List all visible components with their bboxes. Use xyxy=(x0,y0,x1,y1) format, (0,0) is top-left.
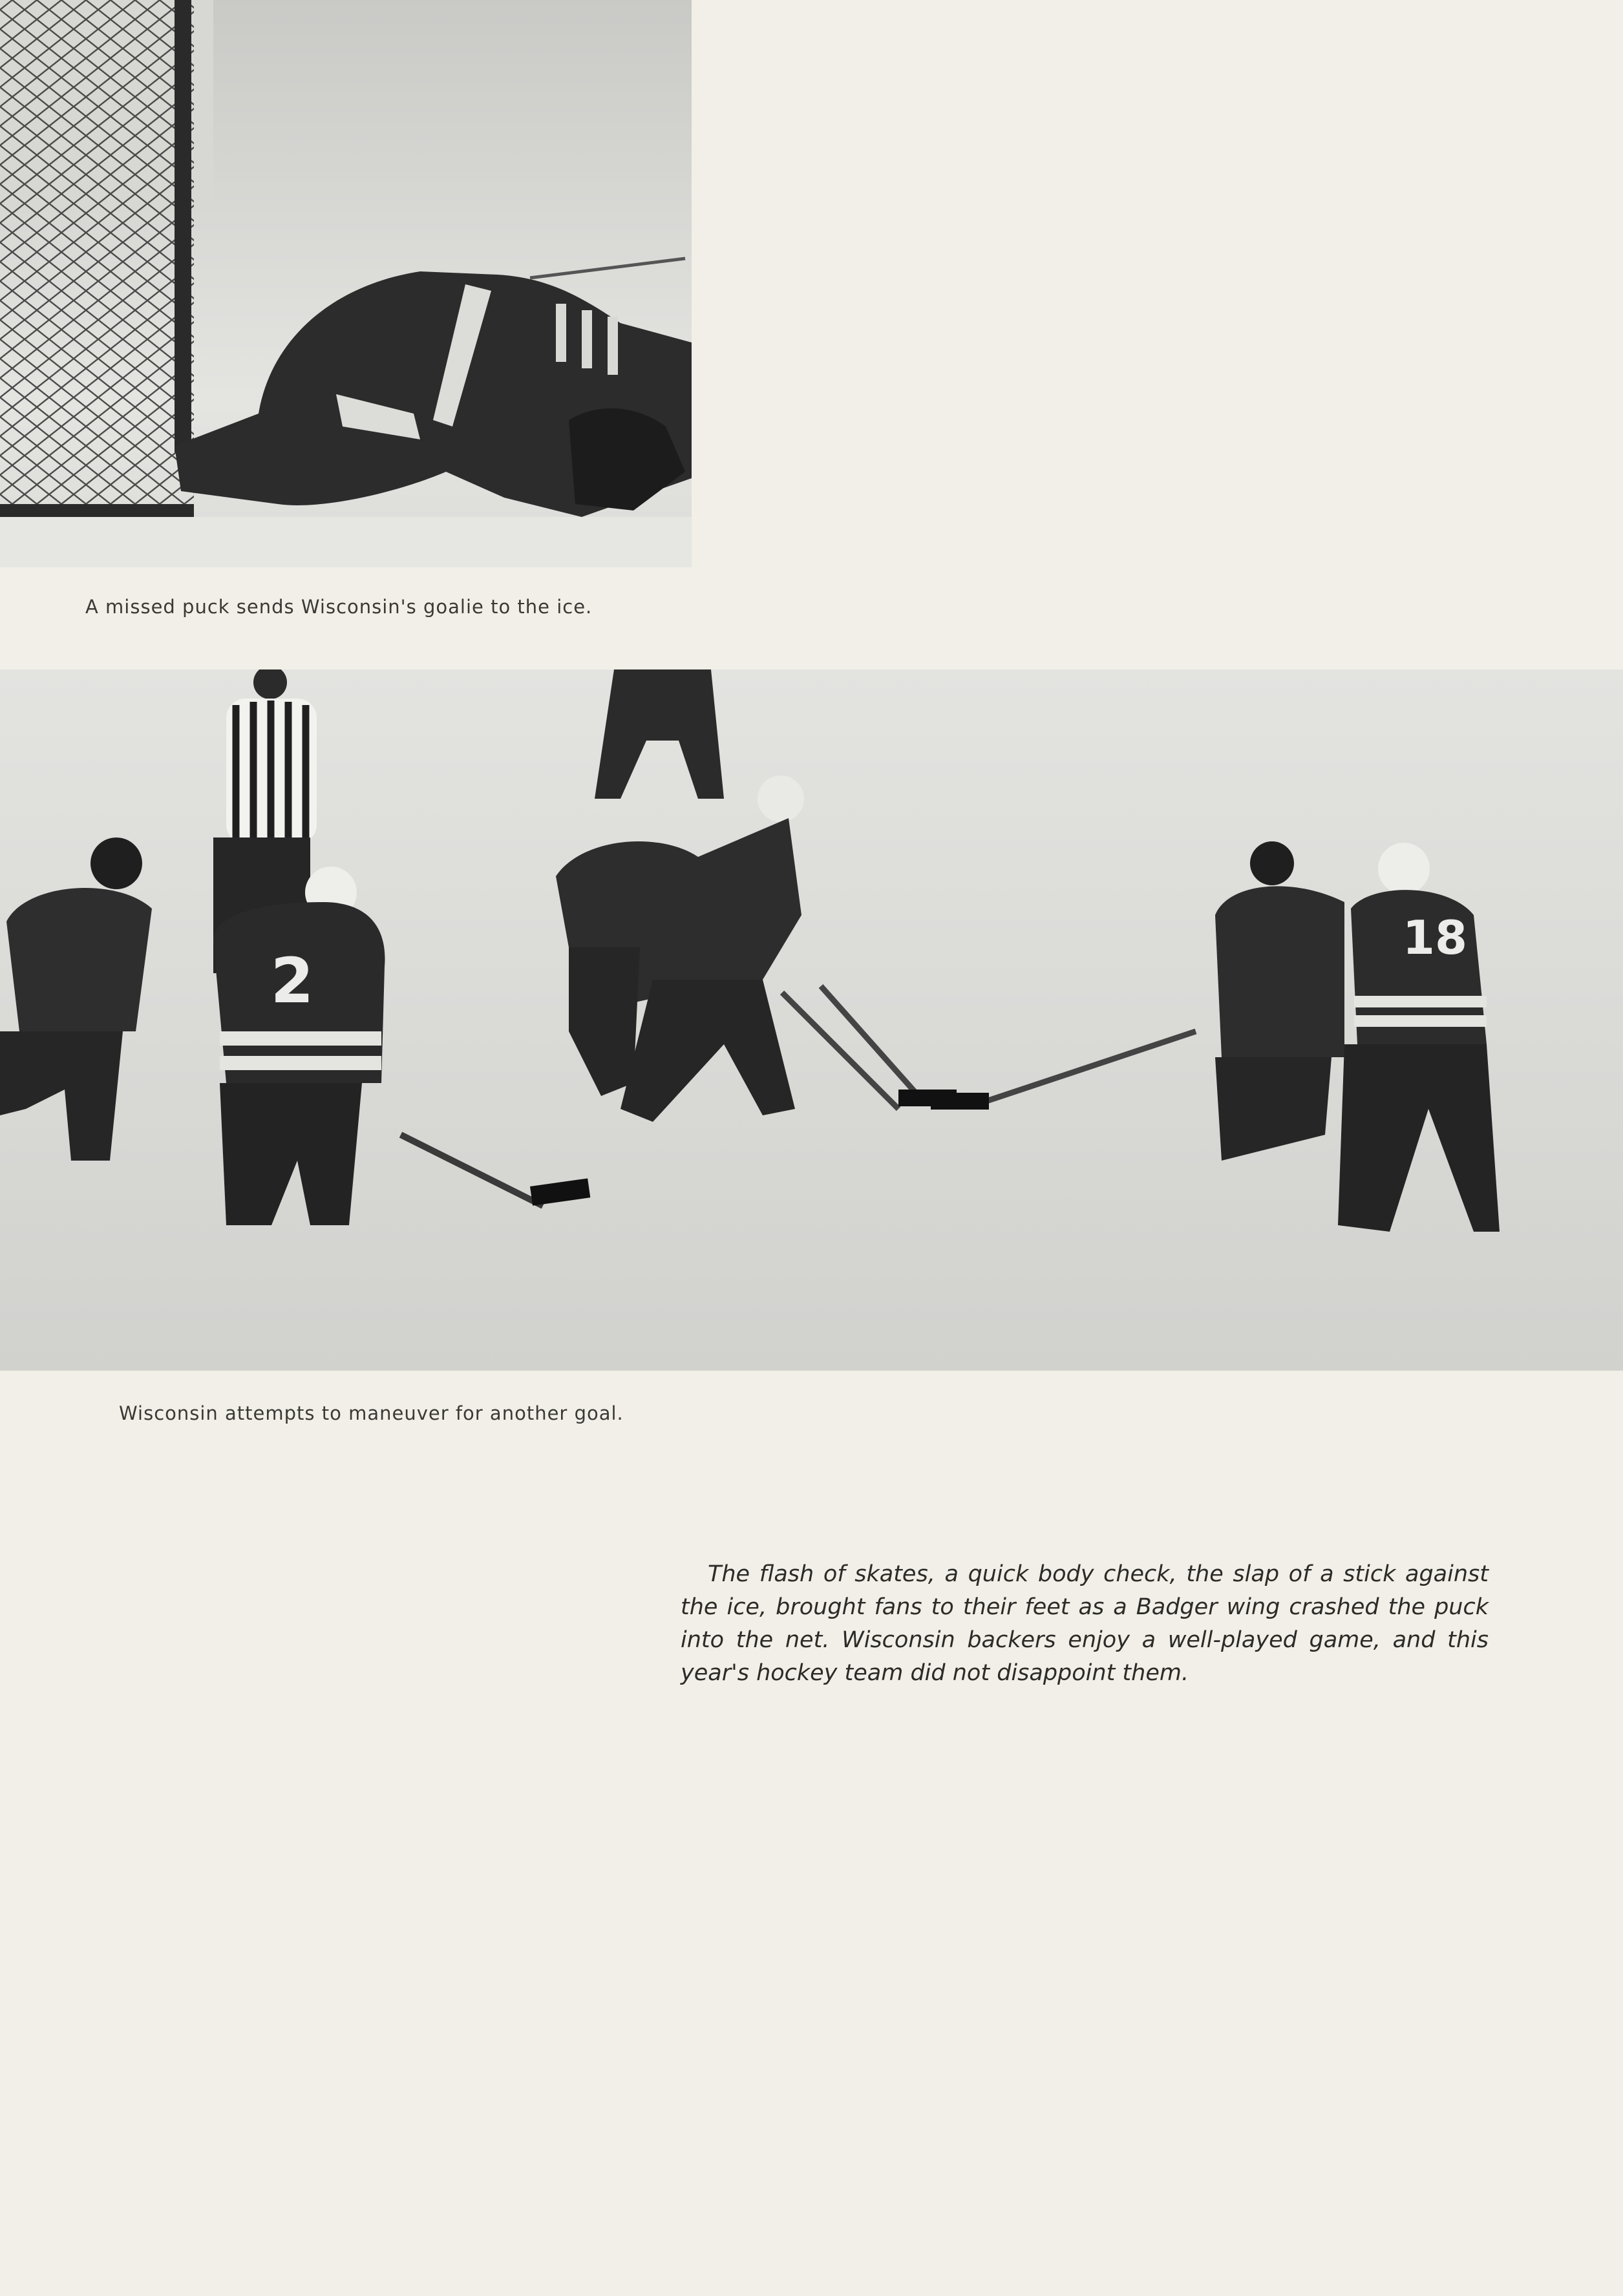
game-photo xyxy=(0,669,1623,1371)
game-photo-caption: Wisconsin attempts to maneuver for another goal. xyxy=(119,1402,624,1424)
goalie-photo xyxy=(0,0,692,567)
jersey-number-2: 2 xyxy=(270,945,314,1017)
body-text: The flash of skates, a quick body check, the slap of a stick against the ice, brought fans to their feet as a Badger wing crashed the puck into the net. Wisconsin backers enjoy a well-played game, and this year's hockey team did not disappoint them. xyxy=(681,1561,1489,1686)
jersey-number-18: 18 xyxy=(1402,911,1468,965)
goalie-photo-caption: A missed puck sends Wisconsin's goalie to the ice. xyxy=(85,596,593,618)
